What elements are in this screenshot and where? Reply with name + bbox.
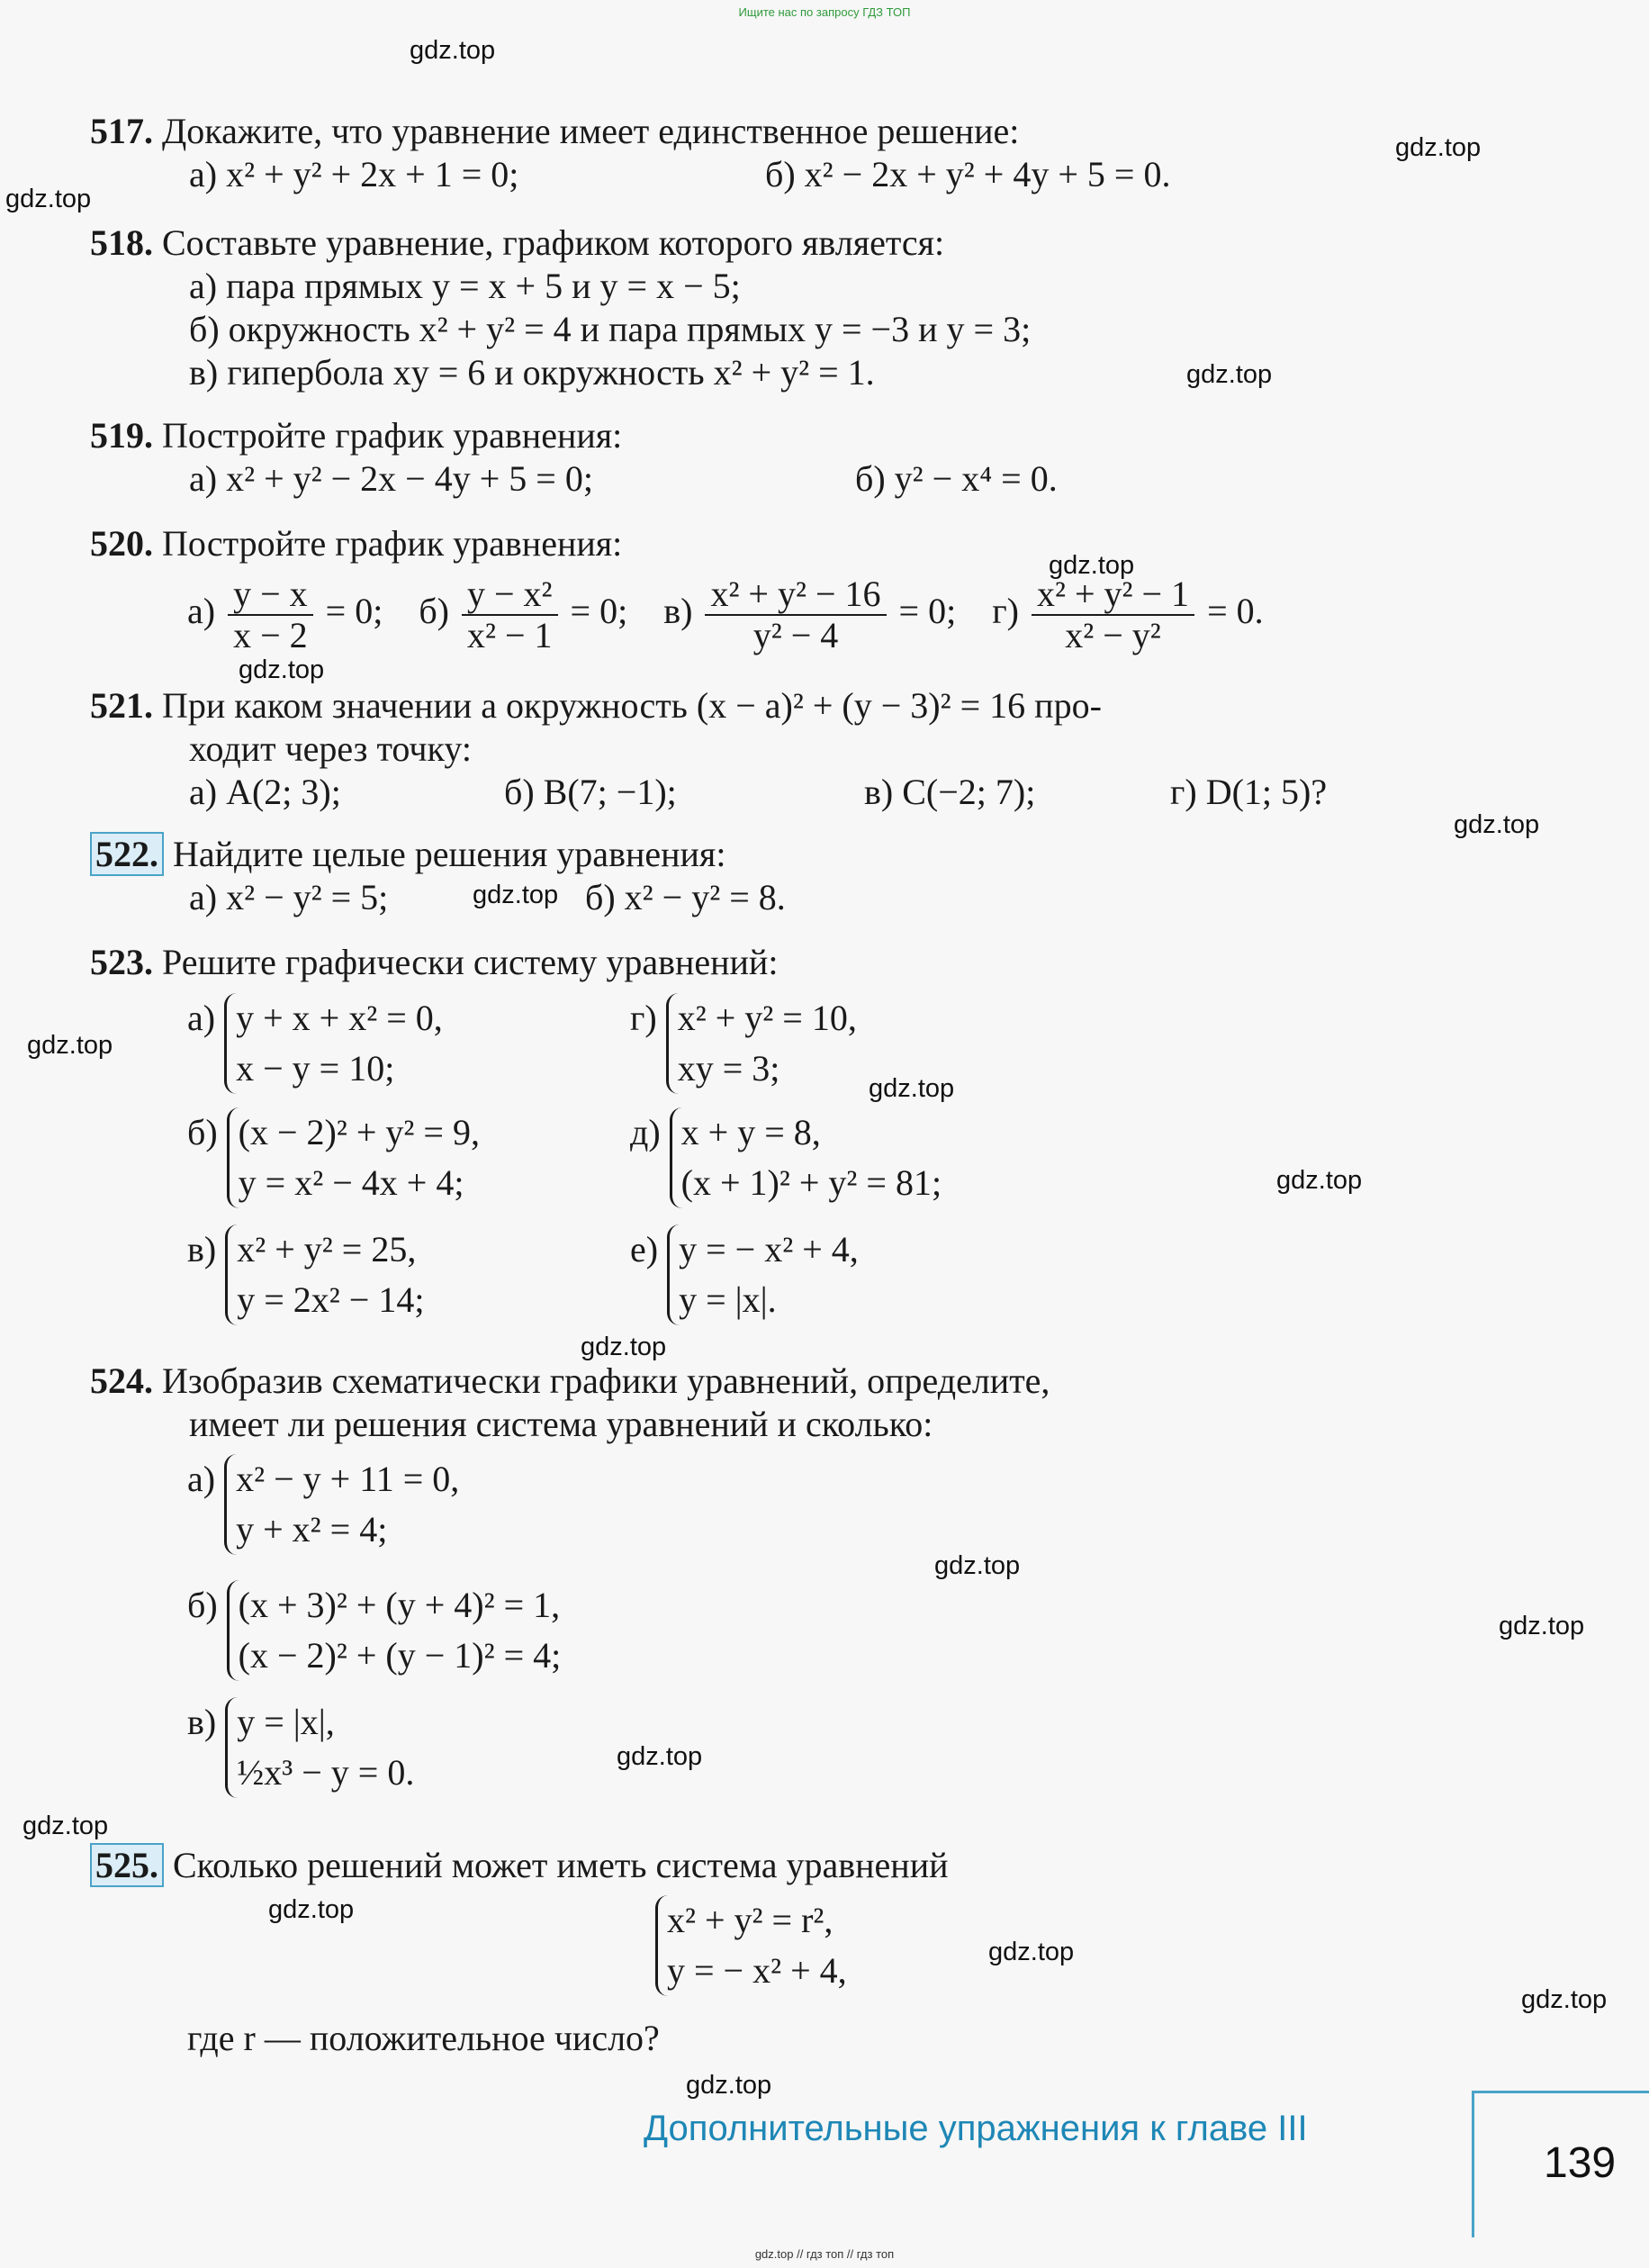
item-tail: = 0;	[898, 591, 957, 632]
watermark: gdz.top	[268, 1895, 355, 1924]
item-b: б) B(7; −1);	[504, 772, 677, 812]
item-b: б) x² − 2x + y² + 4y + 5 = 0.	[765, 154, 1171, 194]
equation-system	[224, 1454, 459, 1555]
watermark: gdz.top	[988, 1938, 1075, 1966]
watermark: gdz.top	[23, 1812, 109, 1840]
item-a: а) пара прямых y = x + 5 и y = x − 5;	[189, 266, 741, 306]
equation: y + x + x² = 0,	[236, 998, 443, 1038]
fraction	[462, 574, 558, 655]
exercise-522	[90, 833, 1485, 919]
equation: ½x³ − y = 0.	[237, 1752, 415, 1793]
item-label: г)	[992, 591, 1019, 632]
equation-system	[655, 1895, 847, 1996]
exercise-number: 522.	[90, 832, 164, 876]
item-label: г)	[630, 998, 657, 1038]
equation-system	[666, 993, 857, 1094]
exercise-525-tail: где r — положительное число?	[187, 2018, 660, 2058]
exercise-number: 518.	[90, 222, 153, 263]
equation: xy = 3;	[677, 1048, 780, 1089]
equation: y = − x² + 4,	[667, 1950, 847, 1991]
equation: x² + y² = 10,	[677, 998, 857, 1038]
item-label: в)	[187, 1702, 217, 1742]
watermark: gdz.top	[473, 881, 559, 909]
watermark: gdz.top	[27, 1031, 113, 1060]
exercise-number: 523.	[90, 942, 153, 982]
watermark: gdz.top	[5, 185, 92, 213]
equation: y = − x² + 4,	[679, 1229, 859, 1270]
item-label: б)	[419, 591, 449, 632]
denominator: y² − 4	[752, 615, 839, 655]
equation: x² + y² = r²,	[667, 1900, 834, 1940]
system-a	[187, 1454, 459, 1555]
numerator: x² + y² − 16	[705, 574, 886, 616]
equation-system	[225, 1697, 414, 1798]
exercise-524	[90, 1360, 1485, 1446]
denominator: x² − 1	[466, 615, 553, 655]
watermark: gdz.top	[934, 1551, 1021, 1580]
system-v	[187, 1697, 414, 1798]
numerator: x² + y² − 1	[1032, 574, 1194, 616]
exercise-number: 524.	[90, 1360, 153, 1401]
equation-system	[224, 993, 596, 1094]
exercise-519	[90, 414, 1485, 501]
system-b	[187, 1580, 561, 1681]
exercise-title: При каком значении a окружность (x − a)² + (y − 3)² = 16 про-	[162, 685, 1102, 726]
equation: (x − 2)² + y² = 9,	[238, 1112, 480, 1152]
system-525	[655, 1895, 847, 1996]
exercise-title-cont: ходит через точку:	[189, 728, 472, 769]
equation: y + x² = 4;	[236, 1509, 388, 1550]
system-e	[630, 1224, 859, 1325]
item-label: б)	[187, 1585, 218, 1625]
exercise-number: 519.	[90, 415, 153, 456]
watermark: gdz.top	[617, 1742, 703, 1771]
watermark: gdz.top	[1276, 1166, 1363, 1195]
item-c: в) C(−2; 7);	[864, 772, 1036, 812]
equation: (x − 2)² + (y − 1)² = 4;	[238, 1635, 562, 1676]
exercise-number: 525.	[90, 1843, 164, 1887]
exercise-517	[90, 110, 1485, 196]
item-tail: = 0;	[570, 591, 628, 632]
exercise-number: 517.	[90, 111, 153, 151]
item-a: а) x² + y² + 2x + 1 = 0;	[189, 154, 519, 194]
chapter-footer-title: Дополнительные упражнения к главе III	[644, 2109, 1308, 2148]
item-label: в)	[187, 1229, 217, 1270]
fraction	[705, 574, 886, 655]
watermark: gdz.top	[1395, 133, 1482, 162]
exercise-title: Докажите, что уравнение имеет единственное решение:	[162, 111, 1020, 151]
exercise-title: Изобразив схематически графики уравнений, определите,	[162, 1360, 1050, 1401]
exercise-title: Сколько решений может иметь система уравнений	[173, 1845, 949, 1885]
denominator: x² − y²	[1065, 615, 1161, 655]
item-b: б) y² − x⁴ = 0.	[855, 458, 1058, 499]
item-label: а)	[187, 998, 216, 1038]
system-d	[630, 1107, 942, 1208]
watermark: gdz.top	[410, 36, 496, 65]
item-c: в) гипербола xy = 6 и окружность x² + y² = 1.	[189, 352, 875, 393]
watermark: gdz.top	[581, 1333, 667, 1361]
item-tail: = 0;	[325, 591, 383, 632]
exercise-520	[90, 522, 1485, 565]
equation-system	[227, 1107, 480, 1208]
equation-system	[670, 1107, 942, 1208]
item-b: б) окружность x² + y² = 4 и пара прямых y = −3 и y = 3;	[189, 309, 1032, 349]
item-tail: = 0.	[1207, 591, 1264, 632]
item-label: в)	[663, 591, 693, 632]
exercise-521	[90, 684, 1485, 814]
item-label: д)	[630, 1112, 661, 1152]
exercise-518	[90, 221, 1485, 394]
equation: y = 2x² − 14;	[237, 1279, 425, 1320]
equation: x + y = 8,	[680, 1112, 821, 1152]
denominator: x − 2	[233, 615, 308, 655]
equation: x² + y² = 25,	[237, 1229, 417, 1270]
top-banner: Ищите нас по запросу ГДЗ ТОП	[738, 5, 911, 19]
item-a: а) A(2; 3);	[189, 772, 341, 812]
exercise-number: 521.	[90, 685, 153, 726]
equation: y = x² − 4x + 4;	[238, 1162, 464, 1203]
fraction	[228, 574, 313, 655]
watermark: gdz.top	[1186, 360, 1273, 389]
item-b: б) x² − y² = 8.	[585, 877, 786, 917]
exercise-title: Составьте уравнение, графиком которого является:	[162, 222, 945, 263]
bottom-banner: gdz.top // гдз топ // гдз топ	[754, 2247, 895, 2261]
fraction	[1032, 574, 1194, 655]
exercise-title: Найдите целые решения уравнения:	[173, 834, 726, 874]
equation-system	[667, 1224, 859, 1325]
equation-system	[227, 1580, 562, 1681]
numerator: y − x²	[462, 574, 558, 616]
item-label: е)	[630, 1229, 659, 1270]
system-v	[187, 1224, 424, 1325]
exercise-title-cont: имеет ли решения система уравнений и сколько:	[189, 1404, 933, 1444]
equation: x − y = 10;	[236, 1048, 395, 1089]
exercise-525	[90, 1844, 1485, 1887]
exercise-523	[90, 941, 1485, 984]
exercise-number: 520.	[90, 523, 153, 564]
equation: (x + 3)² + (y + 4)² = 1,	[238, 1585, 561, 1625]
watermark: gdz.top	[869, 1074, 955, 1103]
equation: (x + 1)² + y² = 81;	[680, 1162, 942, 1203]
watermark: gdz.top	[686, 2071, 772, 2100]
exercise-title: Постройте график уравнения:	[162, 415, 623, 456]
watermark: gdz.top	[1499, 1612, 1585, 1640]
exercise-520-items	[187, 574, 1264, 655]
system-a	[187, 993, 596, 1094]
item-label: б)	[187, 1112, 218, 1152]
item-label: а)	[187, 1459, 216, 1499]
item-label: а)	[187, 591, 216, 632]
system-b	[187, 1107, 480, 1208]
equation-system	[225, 1224, 424, 1325]
exercise-title: Постройте график уравнения:	[162, 523, 623, 564]
system-g	[630, 993, 857, 1094]
item-a: а) x² + y² − 2x − 4y + 5 = 0;	[189, 458, 593, 499]
item-a: а) x² − y² = 5;	[189, 877, 389, 917]
watermark: gdz.top	[1049, 551, 1135, 580]
watermark: gdz.top	[1454, 810, 1540, 839]
exercise-title: Решите графически систему уравнений:	[162, 942, 779, 982]
watermark: gdz.top	[1521, 1985, 1608, 2014]
item-d: г) D(1; 5)?	[1170, 772, 1328, 812]
page-number: 139	[1544, 2139, 1617, 2187]
watermark: gdz.top	[239, 655, 325, 684]
equation: x² − y + 11 = 0,	[236, 1459, 460, 1499]
equation: y = |x|,	[237, 1702, 335, 1742]
equation: y = |x|.	[679, 1279, 777, 1320]
numerator: y − x	[228, 574, 313, 616]
